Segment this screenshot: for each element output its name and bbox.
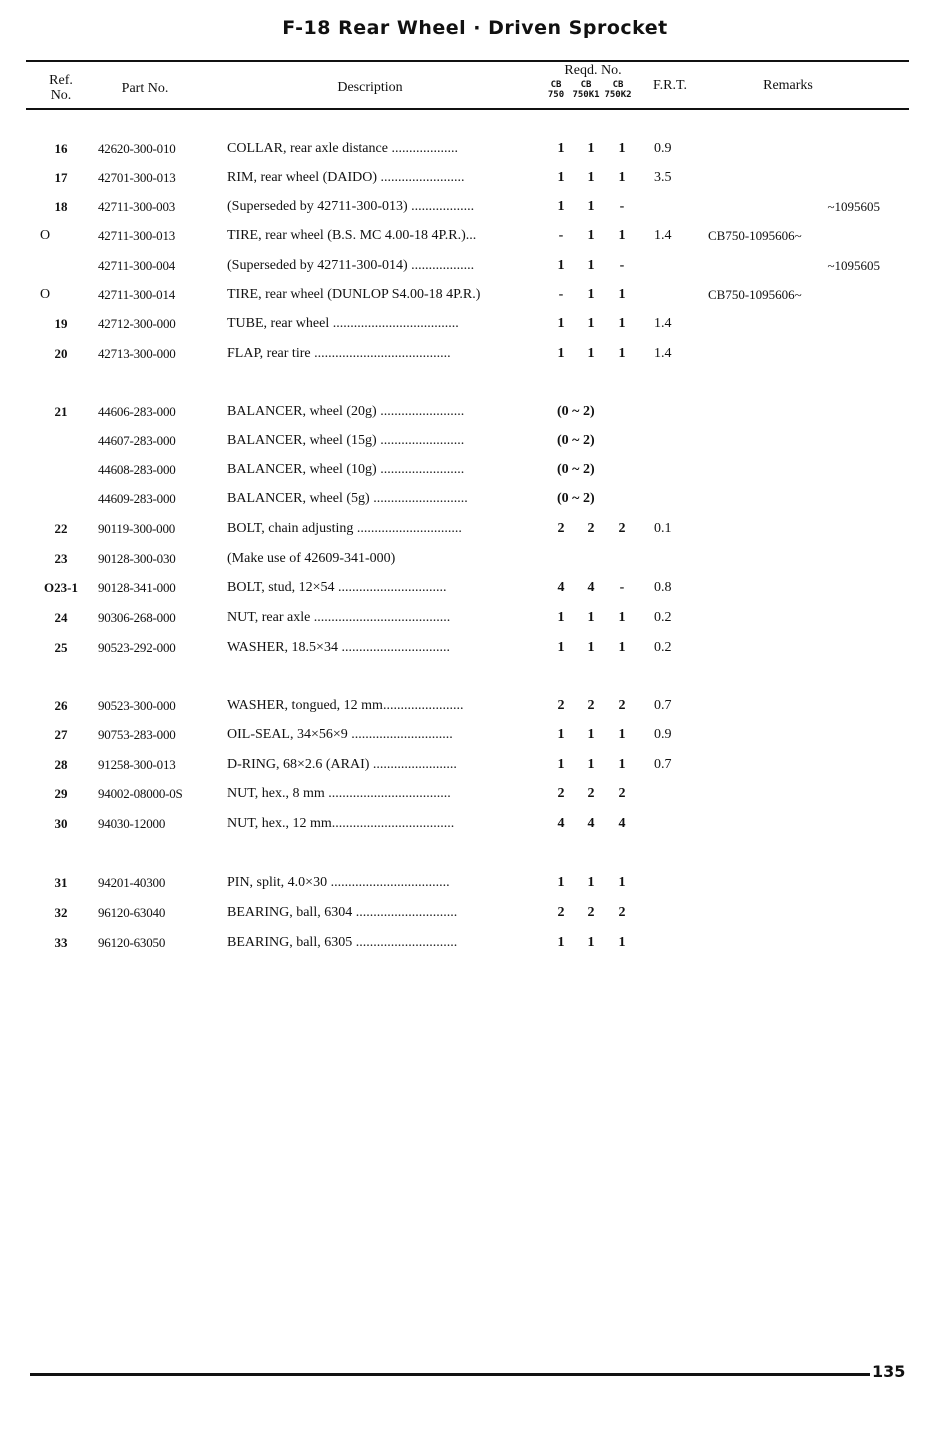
ref-no: 32 [54, 905, 68, 920]
page-title: F-18 Rear Wheel · Driven Sprocket [282, 17, 668, 39]
qty-cb750k1: 1 [587, 610, 595, 625]
qty-cb750k1: 1 [587, 287, 595, 302]
description: WASHER, 18.5×34 ............................... [227, 640, 450, 655]
table-row [0, 875, 950, 895]
ref-no: 27 [54, 727, 68, 742]
qty-cb750k2: 1 [618, 610, 626, 625]
qty-cb750k1: 1 [587, 875, 595, 890]
table-row [0, 727, 950, 747]
qty-cb750k2: 2 [618, 521, 626, 536]
description: NUT, hex., 12 mm................................... [227, 816, 455, 831]
qty-range: (0 ~ 2) [557, 433, 595, 448]
part-no: 42711-300-013 [98, 228, 176, 243]
qty-cb750: 4 [557, 816, 565, 831]
qty-cb750k2: 1 [618, 640, 626, 655]
table-row [0, 316, 950, 336]
part-no: 90119-300-000 [98, 521, 176, 536]
ref-no: 18 [54, 199, 68, 214]
qty-cb750: 1 [557, 727, 565, 742]
header-description: Description [337, 80, 403, 95]
header-part-no: Part No. [121, 81, 169, 96]
table-row [0, 610, 950, 630]
qty-cb750: 1 [557, 141, 565, 156]
part-no: 42712-300-000 [98, 316, 176, 331]
table-row [0, 698, 950, 718]
remarks: CB750-1095606~ [708, 287, 802, 302]
qty-cb750k2: 2 [618, 905, 626, 920]
ref-no: 17 [54, 170, 68, 185]
ref-circle-mark: O [40, 228, 51, 243]
description: NUT, rear axle ....................................... [227, 610, 451, 625]
ref-no: 16 [54, 141, 68, 156]
ref-no: 29 [54, 786, 68, 801]
qty-range: (0 ~ 2) [557, 462, 595, 477]
description: BOLT, chain adjusting .............................. [227, 521, 462, 536]
qty-cb750k1: 1 [587, 757, 595, 772]
qty-cb750: 2 [557, 905, 565, 920]
description: TIRE, rear wheel (B.S. MC 4.00-18 4P.R.)... [227, 228, 477, 243]
qty-cb750k1: 1 [587, 727, 595, 742]
header-model-3 [601, 80, 635, 100]
qty-cb750k2: 2 [618, 698, 626, 713]
description: (Make use of 42609-341-000) [227, 551, 396, 566]
header-model-3-line1: CB [612, 80, 624, 90]
qty-cb750: 2 [557, 698, 565, 713]
description: (Superseded by 42711-300-013) .................. [227, 199, 475, 214]
qty-cb750k1: 4 [587, 580, 595, 595]
frt-value: 0.1 [654, 521, 672, 536]
ref-no: 30 [54, 816, 68, 831]
table-row [0, 551, 950, 571]
qty-cb750k2: 1 [618, 287, 626, 302]
qty-cb750: - [558, 228, 564, 243]
qty-cb750k2: 1 [618, 935, 626, 950]
qty-cb750k1: 1 [587, 640, 595, 655]
ref-no: 23 [54, 551, 68, 566]
header-model-2-line1: CB [580, 80, 592, 90]
table-row [0, 462, 950, 482]
qty-cb750k2: 1 [618, 228, 626, 243]
qty-cb750k2: 2 [618, 786, 626, 801]
part-no: 94201-40300 [98, 875, 166, 890]
table-row [0, 786, 950, 806]
qty-range: (0 ~ 2) [557, 404, 595, 419]
qty-cb750k2: 1 [618, 875, 626, 890]
table-row [0, 816, 950, 836]
table-row [0, 346, 950, 366]
frt-value: 0.2 [654, 610, 672, 625]
description: RIM, rear wheel (DAIDO) ........................ [227, 170, 465, 185]
ref-no: 28 [54, 757, 68, 772]
part-no: 44609-283-000 [98, 491, 176, 506]
qty-cb750: 1 [557, 757, 565, 772]
qty-cb750k1: 1 [587, 258, 595, 273]
part-no: 90523-300-000 [98, 698, 176, 713]
frt-value: 0.8 [654, 580, 672, 595]
qty-cb750k2: - [619, 199, 625, 214]
header-top-rule [26, 60, 909, 62]
header-model-1-line2: 750 [547, 90, 565, 100]
frt-value: 3.5 [654, 170, 672, 185]
part-no: 44607-283-000 [98, 433, 176, 448]
description: NUT, hex., 8 mm ................................... [227, 786, 451, 801]
qty-cb750k2: 1 [618, 316, 626, 331]
qty-cb750k2: 1 [618, 757, 626, 772]
header-frt: F.R.T. [652, 78, 687, 93]
description: PIN, split, 4.0×30 .................................. [227, 875, 450, 890]
qty-cb750k1: 4 [587, 816, 595, 831]
part-no: 42701-300-013 [98, 170, 176, 185]
qty-cb750: 1 [557, 346, 565, 361]
qty-cb750k2: 4 [618, 816, 626, 831]
qty-cb750k1: 2 [587, 521, 595, 536]
frt-value: 1.4 [654, 346, 672, 361]
description: BALANCER, wheel (5g) ........................... [227, 491, 468, 506]
qty-cb750k2: 1 [618, 170, 626, 185]
frt-value: 1.4 [654, 316, 672, 331]
qty-cb750k1: 2 [587, 786, 595, 801]
part-no: 96120-63040 [98, 905, 166, 920]
qty-cb750: 1 [557, 610, 565, 625]
ref-no: 19 [54, 316, 68, 331]
qty-cb750k1: 2 [587, 698, 595, 713]
page-number: 135 [872, 1362, 906, 1381]
description: BEARING, ball, 6304 ............................. [227, 905, 458, 920]
table-row [0, 757, 950, 777]
part-no: 90306-268-000 [98, 610, 176, 625]
frt-value: 0.7 [654, 757, 672, 772]
qty-cb750: - [558, 287, 564, 302]
table-row [0, 905, 950, 925]
table-row [0, 287, 950, 307]
qty-cb750: 1 [557, 258, 565, 273]
part-no: 90753-283-000 [98, 727, 176, 742]
part-no: 42713-300-000 [98, 346, 176, 361]
part-no: 91258-300-013 [98, 757, 176, 772]
qty-cb750k2: - [619, 580, 625, 595]
description: BEARING, ball, 6305 ............................. [227, 935, 458, 950]
description: BALANCER, wheel (15g) ........................ [227, 433, 465, 448]
description: D-RING, 68×2.6 (ARAI) ........................ [227, 757, 457, 772]
part-no: 42711-300-003 [98, 199, 176, 214]
qty-cb750: 1 [557, 640, 565, 655]
remarks: CB750-1095606~ [708, 228, 802, 243]
table-row [0, 258, 950, 278]
part-no: 42620-300-010 [98, 141, 176, 156]
ref-no: 24 [54, 610, 68, 625]
part-no: 44606-283-000 [98, 404, 176, 419]
part-no: 44608-283-000 [98, 462, 176, 477]
part-no: 96120-63050 [98, 935, 166, 950]
description: COLLAR, rear axle distance ................... [227, 141, 458, 156]
table-row [0, 935, 950, 955]
frt-value: 0.7 [654, 698, 672, 713]
remarks-right: ~1095605 [827, 199, 880, 214]
part-no: 90523-292-000 [98, 640, 176, 655]
footer-rule [30, 1373, 870, 1376]
description: WASHER, tongued, 12 mm....................... [227, 698, 464, 713]
ref-circle-mark: O [40, 287, 51, 302]
qty-cb750: 1 [557, 170, 565, 185]
header-bottom-rule [26, 108, 909, 110]
qty-cb750: 1 [557, 316, 565, 331]
part-no: 90128-300-030 [98, 551, 176, 566]
qty-cb750k1: 1 [587, 346, 595, 361]
description: BALANCER, wheel (10g) ........................ [227, 462, 465, 477]
table-row [0, 228, 950, 248]
header-ref-no [36, 73, 86, 103]
table-row [0, 521, 950, 541]
header-model-3-line2: 750K2 [604, 90, 632, 100]
table-row [0, 640, 950, 660]
header-model-1 [544, 80, 568, 100]
qty-cb750: 2 [557, 786, 565, 801]
qty-cb750: 1 [557, 199, 565, 214]
description: TIRE, rear wheel (DUNLOP S4.00-18 4P.R.) [227, 287, 481, 302]
description: TUBE, rear wheel .................................... [227, 316, 459, 331]
ref-no: 33 [54, 935, 68, 950]
qty-cb750k1: 2 [587, 905, 595, 920]
qty-cb750: 1 [557, 875, 565, 890]
frt-value: 0.9 [654, 141, 672, 156]
qty-cb750: 4 [557, 580, 565, 595]
part-no: 90128-341-000 [98, 580, 176, 595]
frt-value: 1.4 [654, 228, 672, 243]
description: BOLT, stud, 12×54 ............................... [227, 580, 447, 595]
ref-no: 25 [54, 640, 68, 655]
ref-no: 22 [54, 521, 68, 536]
qty-cb750k2: - [619, 258, 625, 273]
description: (Superseded by 42711-300-014) .................. [227, 258, 475, 273]
table-row [0, 141, 950, 161]
part-no: 94030-12000 [98, 816, 166, 831]
ref-no: 31 [54, 875, 68, 890]
qty-cb750k1: 1 [587, 199, 595, 214]
table-row [0, 170, 950, 190]
part-no: 42711-300-014 [98, 287, 176, 302]
header-ref-line2: No. [50, 88, 72, 103]
header-reqd-no: Reqd. No. [564, 63, 622, 78]
qty-cb750k2: 1 [618, 346, 626, 361]
frt-value: 0.2 [654, 640, 672, 655]
ref-no: 21 [54, 404, 68, 419]
description: OIL-SEAL, 34×56×9 ............................. [227, 727, 453, 742]
description: BALANCER, wheel (20g) ........................ [227, 404, 465, 419]
qty-cb750k1: 1 [587, 316, 595, 331]
qty-cb750k1: 1 [587, 935, 595, 950]
header-ref-line1: Ref. [49, 73, 73, 88]
header-model-1-line1: CB [550, 80, 562, 90]
ref-no: O23-1 [44, 580, 78, 595]
part-no: 42711-300-004 [98, 258, 176, 273]
qty-cb750k1: 1 [587, 228, 595, 243]
qty-cb750k1: 1 [587, 170, 595, 185]
table-row [0, 404, 950, 424]
remarks-right: ~1095605 [827, 258, 880, 273]
qty-cb750k2: 1 [618, 141, 626, 156]
qty-range: (0 ~ 2) [557, 491, 595, 506]
frt-value: 0.9 [654, 727, 672, 742]
header-model-2-line2: 750K1 [572, 90, 600, 100]
qty-cb750k2: 1 [618, 727, 626, 742]
qty-cb750k1: 1 [587, 141, 595, 156]
ref-no: 26 [54, 698, 68, 713]
header-model-2 [569, 80, 603, 100]
qty-cb750: 2 [557, 521, 565, 536]
table-row [0, 433, 950, 453]
table-row [0, 580, 950, 600]
qty-cb750: 1 [557, 935, 565, 950]
ref-no: 20 [54, 346, 68, 361]
description: FLAP, rear tire ....................................... [227, 346, 451, 361]
table-row [0, 199, 950, 219]
header-remarks: Remarks [763, 78, 813, 93]
part-no: 94002-08000-0S [98, 786, 183, 801]
table-row [0, 491, 950, 511]
